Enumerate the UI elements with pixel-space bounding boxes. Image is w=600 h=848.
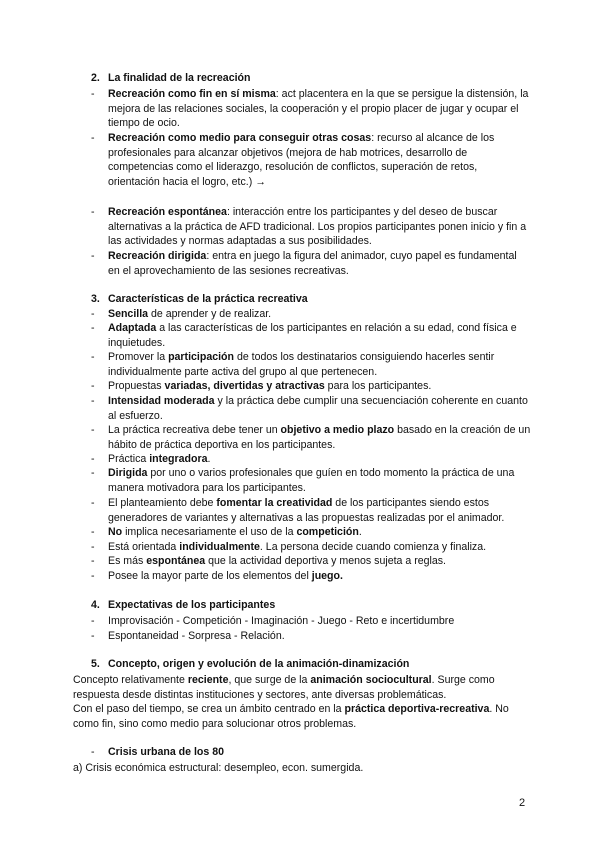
bullet-dash: - bbox=[91, 630, 95, 642]
section-5-heading bbox=[91, 658, 409, 670]
list-item: - Posee la mayor parte de los elementos del juego. bbox=[91, 570, 343, 582]
bullet-dash: - bbox=[91, 424, 95, 436]
list-item: - Adaptada a las características de los participantes en relación a su edad, cond física e inquietudes. bbox=[91, 322, 517, 349]
bullet-dash: - bbox=[91, 88, 95, 100]
list-item bbox=[91, 87, 531, 131]
page-number: 2 bbox=[519, 797, 526, 809]
bullet-dash: - bbox=[91, 308, 95, 320]
bullet-dash: - bbox=[91, 351, 95, 363]
item-text: : entra en juego la figura del animador, cuyo papel es fundamental en el aprovechamiento de las sesiones recreativas. bbox=[108, 250, 517, 277]
paragraph: Con el paso del tiempo, se crea un ámbito centrado en la práctica deportiva-recreativa. No como fin, sino como medio para solucionar otros problemas. bbox=[73, 703, 509, 730]
list-item bbox=[91, 131, 531, 189]
item-text: : interacción entre los participantes y del deseo de buscar alternativas a la práctica de AFD tradicional. Los propios participantes ponen inicio y fin a las actividades y normas adaptadas a sus posibilidades. bbox=[108, 206, 527, 248]
bullet-dash: - bbox=[91, 615, 95, 627]
list-item: - Propuestas variadas, divertidas y atractivas para los participantes. bbox=[91, 380, 432, 392]
section-number: 2. bbox=[91, 72, 100, 84]
list-item: - Improvisación - Competición - Imaginación - Juego - Reto e incertidumbre bbox=[91, 615, 455, 627]
section-4-heading bbox=[91, 599, 275, 611]
list-item: - Está orientada individualmente. La persona decide cuando comienza y finaliza. bbox=[91, 541, 487, 553]
list-item bbox=[91, 249, 531, 278]
section-title: Características de la práctica recreativa bbox=[108, 293, 308, 305]
list-item: - Es más espontánea que la actividad deportiva y menos sujeta a reglas. bbox=[91, 555, 446, 567]
subheading-text: Crisis urbana de los 80 bbox=[108, 746, 224, 758]
bullet-dash: - bbox=[91, 555, 95, 567]
item-text: : recurso al alcance de los profesionales para alcanzar objetivos (mejora de hab motrices, desarrollo de competencias como el liderazgo, resolución de conflictos, superación de retos, orientación hacia el logro, etc.) → bbox=[108, 132, 495, 188]
bullet-dash: - bbox=[91, 250, 95, 262]
list-item: - Práctica integradora. bbox=[91, 453, 211, 465]
section-title: Concepto, origen y evolución de la animación-dinamización bbox=[108, 658, 410, 670]
section-2-heading bbox=[91, 72, 250, 84]
section-number: 5. bbox=[91, 658, 100, 670]
bullet-dash: - bbox=[91, 322, 95, 334]
item-bold: Recreación espontánea bbox=[108, 206, 227, 218]
item-bold: Recreación como medio para conseguir otras cosas bbox=[108, 132, 372, 144]
bullet-dash: - bbox=[91, 497, 95, 509]
section-number: 3. bbox=[91, 293, 100, 305]
list-item: - Sencilla de aprender y de realizar. bbox=[91, 308, 272, 320]
bullet-dash: - bbox=[91, 467, 95, 479]
bullet-dash: - bbox=[91, 395, 95, 407]
section-title: Expectativas de los participantes bbox=[108, 599, 276, 611]
bullet-dash: - bbox=[91, 132, 95, 144]
paragraph: a) Crisis económica estructural: desempleo, econ. sumergida. bbox=[73, 762, 364, 774]
list-item: - Espontaneidad - Sorpresa - Relación. bbox=[91, 630, 285, 642]
section-title: La finalidad de la recreación bbox=[108, 72, 251, 84]
list-item: - El planteamiento debe fomentar la creatividad de los participantes siendo estos generadores de variantes y alternativas a las propuestas realizadas por el animador. bbox=[91, 497, 505, 524]
subheading bbox=[91, 746, 224, 758]
bullet-dash: - bbox=[91, 380, 95, 392]
item-text: : act placentera en la que se persigue la distensión, la mejora de las relaciones sociales, la cooperación y el propio placer de jugar y ocupar el tiempo de ocio. bbox=[108, 88, 529, 130]
bullet-dash: - bbox=[91, 526, 95, 538]
bullet-dash: - bbox=[91, 206, 95, 218]
list-item: - No implica necesariamente el uso de la competición. bbox=[91, 526, 362, 538]
section-number: 4. bbox=[91, 599, 100, 611]
bullet-dash: - bbox=[91, 570, 95, 582]
list-item: - Promover la participación de todos los destinatarios consiguiendo hacerles sentir individualmente parte activa del grupo al que pertenecen. bbox=[91, 351, 495, 378]
item-bold: Recreación como fin en sí misma bbox=[108, 88, 276, 100]
item-bold: Recreación dirigida bbox=[108, 250, 207, 262]
list-item: - Intensidad moderada y la práctica debe cumplir una secuenciación coherente en cuanto al esfuerzo. bbox=[91, 395, 528, 422]
bullet-dash: - bbox=[91, 746, 95, 758]
bullet-dash: - bbox=[91, 541, 95, 553]
section-3-heading bbox=[91, 293, 308, 305]
bullet-dash: - bbox=[91, 453, 95, 465]
paragraph: Concepto relativamente reciente, que surge de la animación sociocultural. Surge como respuesta desde distintas instituciones y sectores, ante diversas problemáticas. bbox=[73, 674, 495, 701]
list-item: - Dirigida por uno o varios profesionales que guíen en todo momento la práctica de una manera motivadora para los participantes. bbox=[91, 467, 515, 494]
list-item: - La práctica recreativa debe tener un objetivo a medio plazo basado en la creación de un hábito de práctica deportiva en los participantes. bbox=[91, 424, 531, 451]
list-item bbox=[91, 205, 531, 249]
